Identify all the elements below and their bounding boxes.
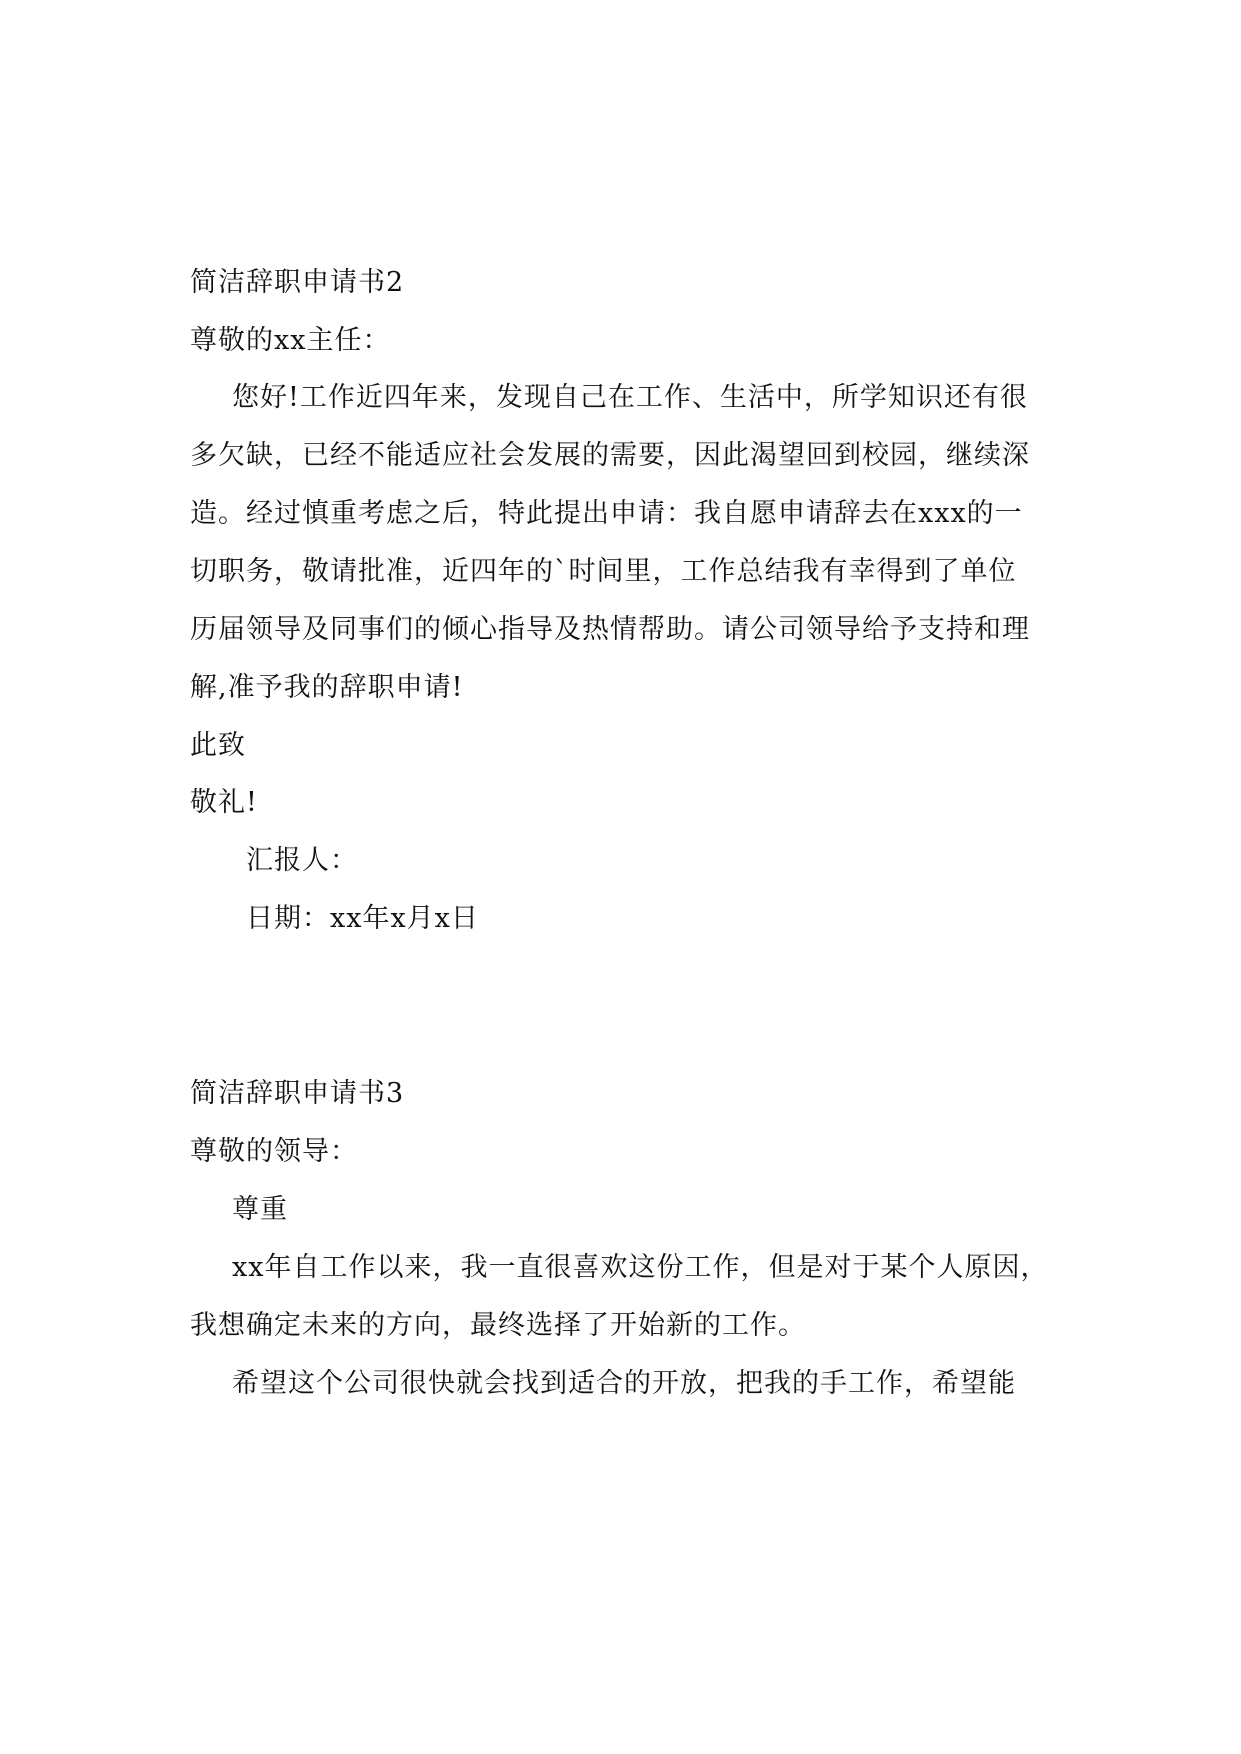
letter2-body-line: 历届领导及同事们的倾心指导及热情帮助。请公司领导给予支持和理 bbox=[190, 614, 1030, 645]
letter2-body-line: 多欠缺，已经不能适应社会发展的需要，因此渴望回到校园，继续深 bbox=[190, 440, 1030, 471]
letter2-title: 简洁辞职申请书2 bbox=[190, 267, 405, 298]
letter2-closing-1: 此致 bbox=[190, 730, 246, 761]
letter2-body-line: 造。经过慎重考虑之后，特此提出申请：我自愿申请辞去在xxx的一 bbox=[190, 498, 1023, 529]
letter2-body-line: 解,准予我的辞职申请! bbox=[190, 672, 464, 703]
letter3-para2-line: 希望这个公司很快就会找到适合的开放，把我的手工作，希望能 bbox=[232, 1368, 1016, 1399]
letter3-para1-line: 我想确定未来的方向，最终选择了开始新的工作。 bbox=[190, 1310, 806, 1341]
letter2-body-line: 切职务，敬请批准，近四年的`时间里，工作总结我有幸得到了单位 bbox=[190, 556, 1017, 587]
letter2-salutation: 尊敬的xx主任： bbox=[190, 325, 391, 356]
letter2-reporter: 汇报人： bbox=[246, 845, 358, 876]
letter3-title: 简洁辞职申请书3 bbox=[190, 1078, 405, 1109]
letter3-greeting: 尊重 bbox=[232, 1194, 288, 1225]
letter2-body-line: 您好!工作近四年来，发现自己在工作、生活中，所学知识还有很 bbox=[232, 382, 1028, 413]
letter2-closing-2: 敬礼! bbox=[190, 787, 258, 818]
letter2-date: 日期：xx年x月x日 bbox=[246, 903, 479, 934]
letter3-salutation: 尊敬的领导： bbox=[190, 1136, 358, 1167]
letter3-para1-line: xx年自工作以来，我一直很喜欢这份工作，但是对于某个人原因， bbox=[232, 1252, 1049, 1283]
